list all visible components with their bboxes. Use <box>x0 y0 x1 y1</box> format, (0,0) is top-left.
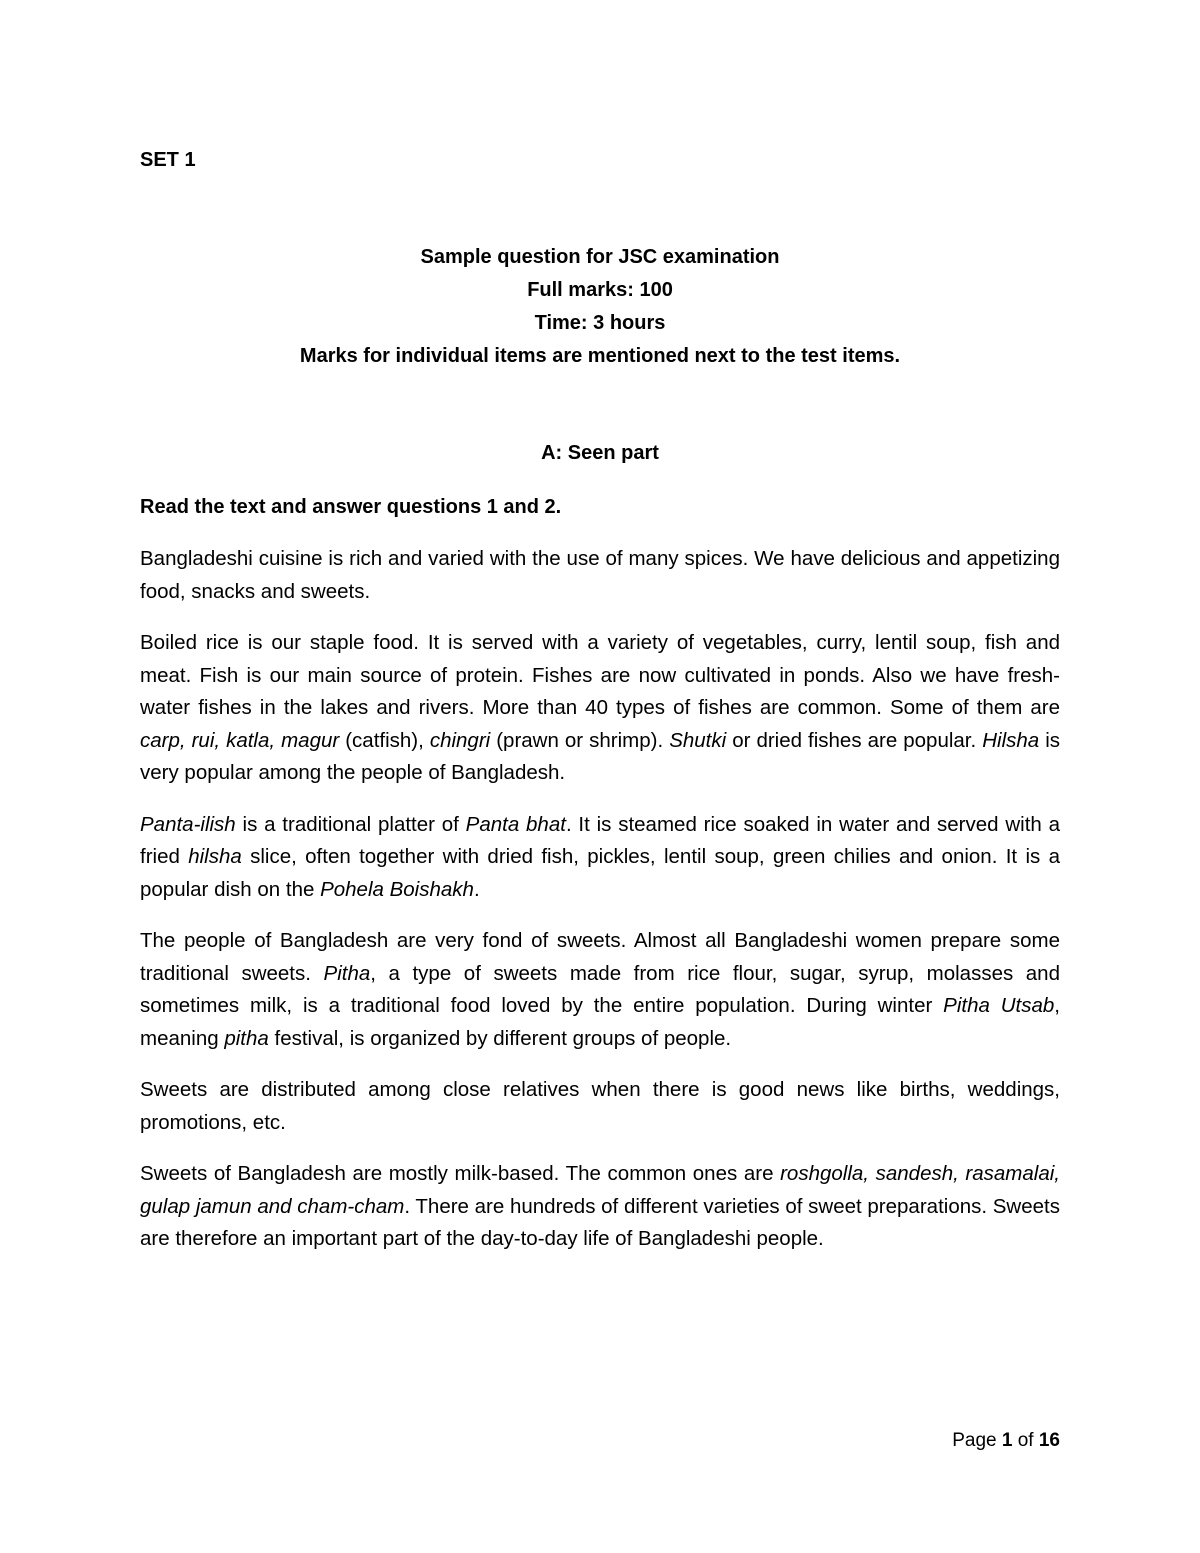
exam-header <box>140 241 1060 373</box>
italic-term: pitha <box>224 1026 269 1050</box>
text-run: , meaning <box>140 994 1060 1050</box>
italic-term: hilsha <box>188 845 242 868</box>
section-title: A: Seen part <box>541 442 659 464</box>
text-run: (prawn or shrimp). <box>490 728 670 752</box>
set-label: SET 1 <box>140 149 196 171</box>
exam-time: Time: 3 hours <box>534 312 666 334</box>
full-marks: Full marks: 100 <box>527 279 673 301</box>
current-page: 1 <box>1001 1430 1013 1451</box>
italic-term: Pitha <box>323 961 371 985</box>
passage-paragraph-3 <box>140 809 1060 907</box>
passage-paragraph-2 <box>140 627 1060 790</box>
italic-term: Panta bhat <box>465 812 566 836</box>
italic-term: Shutki <box>669 728 727 752</box>
italic-term: Pitha Utsab <box>943 994 1055 1017</box>
text-run: . It is steamed rice soaked in water and served with a fried <box>140 812 1061 868</box>
italic-term: Panta-ilish <box>140 812 236 836</box>
text-run: The people of Bangladesh are very fond of sweets. Almost all Bangladeshi women prepare some traditional sweets. <box>140 929 1060 985</box>
text-run: Sweets of Bangladesh are mostly milk-based. The common ones are <box>140 1162 781 1185</box>
total-pages: 16 <box>1038 1430 1060 1451</box>
text-run: is very popular among the people of Bangladesh. <box>140 728 1061 784</box>
text-run: , a type of sweets made from rice flour, sugar, syrup, molasses and sometimes milk, is a traditional food loved by the entire population. During winter <box>140 961 1060 1017</box>
italic-term: Pohela Boishakh <box>320 877 474 901</box>
passage-paragraph-1: Bangladeshi cuisine is rich and varied with the use of many spices. We have delicious and appetizing food, snacks and sweets. <box>140 547 1060 603</box>
text-run: slice, often together with dried fish, pickles, lentil soup, green chilies and onion. It is a popular dish on the <box>140 845 1060 901</box>
text-run: festival, is organized by different groups of people. <box>268 1026 732 1050</box>
text-run: . <box>473 877 480 901</box>
text-run: . There are hundreds of different varieties of sweet preparations. Sweets are therefore an important part of the day-to-day life of Bangladeshi people. <box>140 1194 1060 1250</box>
passage <box>140 543 1060 1275</box>
italic-term: Hilsha <box>982 728 1040 752</box>
text-run: or dried fishes are popular. <box>726 728 983 752</box>
page-number <box>952 1427 1060 1455</box>
text-run: (catfish), <box>339 728 430 752</box>
passage-paragraph-4 <box>140 925 1060 1055</box>
page-word: Page <box>952 1430 1002 1451</box>
passage-paragraph-5: Sweets are distributed among close relatives when there is good news like births, weddings, promotions, etc. <box>140 1078 1060 1134</box>
text-run: is a traditional platter of <box>235 812 466 836</box>
exam-title: Sample question for JSC examination <box>420 246 780 268</box>
italic-term: chingri <box>429 728 491 752</box>
text-run: Boiled rice is our staple food. It is served with a variety of vegetables, curry, lentil soup, fish and meat. Fish is our main source of protein. Fishes are now cultivated in ponds. Also we have fresh-water fishes in the lakes and rivers. More than 40 types of fishes are common. Some of them are <box>140 631 1060 719</box>
section-instruction: Read the text and answer questions 1 and 2. <box>140 496 562 518</box>
passage-paragraph-6 <box>140 1158 1060 1256</box>
of-word: of <box>1012 1430 1039 1451</box>
italic-term: carp, rui, katla, magur <box>140 728 340 752</box>
italic-term: roshgolla, sandesh, rasamalai, gulap jamun and cham-cham <box>140 1162 1060 1218</box>
marks-note: Marks for individual items are mentioned next to the test items. <box>299 345 901 367</box>
